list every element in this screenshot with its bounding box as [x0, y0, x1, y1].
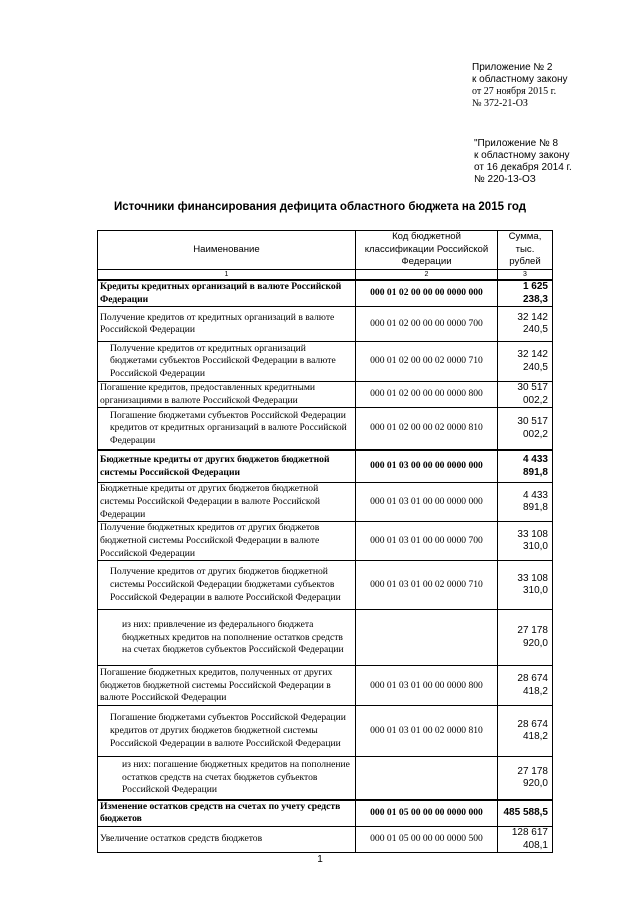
row-code: 000 01 05 00 00 00 0000 500 [356, 827, 498, 853]
row-code: 000 01 05 00 00 00 0000 000 [356, 800, 498, 827]
table-row [98, 342, 553, 382]
header-code: Код бюджетной классификации Российской Федерации [356, 231, 498, 270]
row-sum: 4 433 891,8 [498, 450, 553, 483]
table-row [98, 483, 553, 522]
row-sum: 32 142 240,5 [498, 342, 553, 382]
row-sum: 28 674 418,2 [498, 666, 553, 706]
row-code: 000 01 02 00 00 00 0000 700 [356, 307, 498, 342]
table-row [98, 800, 553, 827]
row-code: 000 01 02 00 00 00 0000 800 [356, 382, 498, 408]
row-sum: 30 517 002,2 [498, 408, 553, 450]
row-sum: 1 625 238,3 [498, 280, 553, 307]
row-name: Погашение бюджетами субъектов Российской Федерации кредитов от кредитных организаций в валюте Российской Федерации [98, 408, 356, 450]
row-code [356, 757, 498, 800]
appendix-number: № 372-21-ОЗ [472, 98, 528, 109]
row-code: 000 01 03 01 00 00 0000 000 [356, 483, 498, 522]
row-sum: 33 108 310,0 [498, 522, 553, 561]
row-sum: 27 178 920,0 [498, 757, 553, 800]
row-name: Получение кредитов от кредитных организаций в валюте Российской Федерации [98, 307, 356, 342]
appendix-date: от 27 ноября 2015 г. [472, 86, 557, 97]
row-code: 000 01 03 01 00 02 0000 710 [356, 561, 498, 610]
appendix-2-block [472, 62, 568, 110]
appendix-number: № 220-13-ОЗ [474, 174, 536, 185]
appendix-label: Приложение № 2 [472, 62, 553, 73]
table-row [98, 522, 553, 561]
row-sum: 4 433 891,8 [498, 483, 553, 522]
row-name: Погашение кредитов, предоставленных кредитными организациями в валюте Российской Федерации [98, 382, 356, 408]
column-number-row [98, 270, 553, 281]
row-sum: 27 178 920,0 [498, 610, 553, 666]
row-code [356, 610, 498, 666]
header-sum: Сумма, тыс. рублей [498, 231, 553, 270]
row-code: 000 01 02 00 00 02 0000 710 [356, 342, 498, 382]
row-name: Бюджетные кредиты от других бюджетов бюджетной системы Российской Федерации [98, 450, 356, 483]
appendix-label: "Приложение № 8 [474, 138, 559, 149]
row-code: 000 01 02 00 00 00 0000 000 [356, 280, 498, 307]
table-header-row [98, 231, 553, 270]
page-number: 1 [317, 854, 323, 865]
row-sum: 128 617 408,1 [498, 827, 553, 853]
row-name: Увеличение остатков средств бюджетов [98, 827, 356, 853]
table-row [98, 450, 553, 483]
row-sum: 32 142 240,5 [498, 307, 553, 342]
table-row [98, 382, 553, 408]
row-code: 000 01 03 01 00 00 0000 700 [356, 522, 498, 561]
row-code: 000 01 03 01 00 02 0000 810 [356, 706, 498, 757]
row-name: Погашение бюджетами субъектов Российской Федерации кредитов от других бюджетов бюджетной системы Российской Федерации в валюте Российской Федерации [98, 706, 356, 757]
table-row [98, 280, 553, 307]
row-sum: 28 674 418,2 [498, 706, 553, 757]
row-name: Получение бюджетных кредитов от других бюджетов бюджетной системы Российской Федерации в валюте Российской Федерации [98, 522, 356, 561]
row-name: Погашение бюджетных кредитов, полученных от других бюджетов бюджетной системы Российской Федерации в валюте Российской Федерации [98, 666, 356, 706]
row-sum: 30 517 002,2 [498, 382, 553, 408]
column-number: 3 [498, 270, 553, 281]
financing-sources-table [97, 230, 553, 853]
row-name: Получение кредитов от других бюджетов бюджетной системы Российской Федерации бюджетами субъектов Российской Федерации в валюте Российской Федерации [98, 561, 356, 610]
row-code: 000 01 03 00 00 00 0000 000 [356, 450, 498, 483]
table-row [98, 666, 553, 706]
document-title: Источники финансирования дефицита областного бюджета на 2015 год [113, 201, 527, 213]
row-name: Кредиты кредитных организаций в валюте Российской Федерации [98, 280, 356, 307]
appendix-law: к областному закону [474, 150, 570, 161]
table-row [98, 706, 553, 757]
table-row [98, 757, 553, 800]
table-row [98, 610, 553, 666]
appendix-law: к областному закону [472, 74, 568, 85]
row-name: Бюджетные кредиты от других бюджетов бюджетной системы Российской Федерации в валюте Российской Федерации [98, 483, 356, 522]
row-sum: 33 108 310,0 [498, 561, 553, 610]
row-sum: 485 588,5 [498, 800, 553, 827]
appendix-8-block [474, 138, 572, 186]
row-code: 000 01 03 01 00 00 0000 800 [356, 666, 498, 706]
row-name: из них: привлечение из федерального бюджета бюджетных кредитов на пополнение остатков средств на счетах бюджетов субъектов Российской Федерации [98, 610, 356, 666]
table-row [98, 561, 553, 610]
column-number: 1 [98, 270, 356, 281]
header-name: Наименование [98, 231, 356, 270]
table-row [98, 827, 553, 853]
column-number: 2 [356, 270, 498, 281]
table-row [98, 307, 553, 342]
row-name: из них: погашение бюджетных кредитов на пополнение остатков средств на счетах бюджетов субъектов Российской Федерации [98, 757, 356, 800]
appendix-date: от 16 декабря 2014 г. [474, 162, 572, 173]
row-name: Получение кредитов от кредитных организаций бюджетами субъектов Российской Федерации в валюте Российской Федерации [98, 342, 356, 382]
table-row [98, 408, 553, 450]
row-code: 000 01 02 00 00 02 0000 810 [356, 408, 498, 450]
row-name: Изменение остатков средств на счетах по учету средств бюджетов [98, 800, 356, 827]
